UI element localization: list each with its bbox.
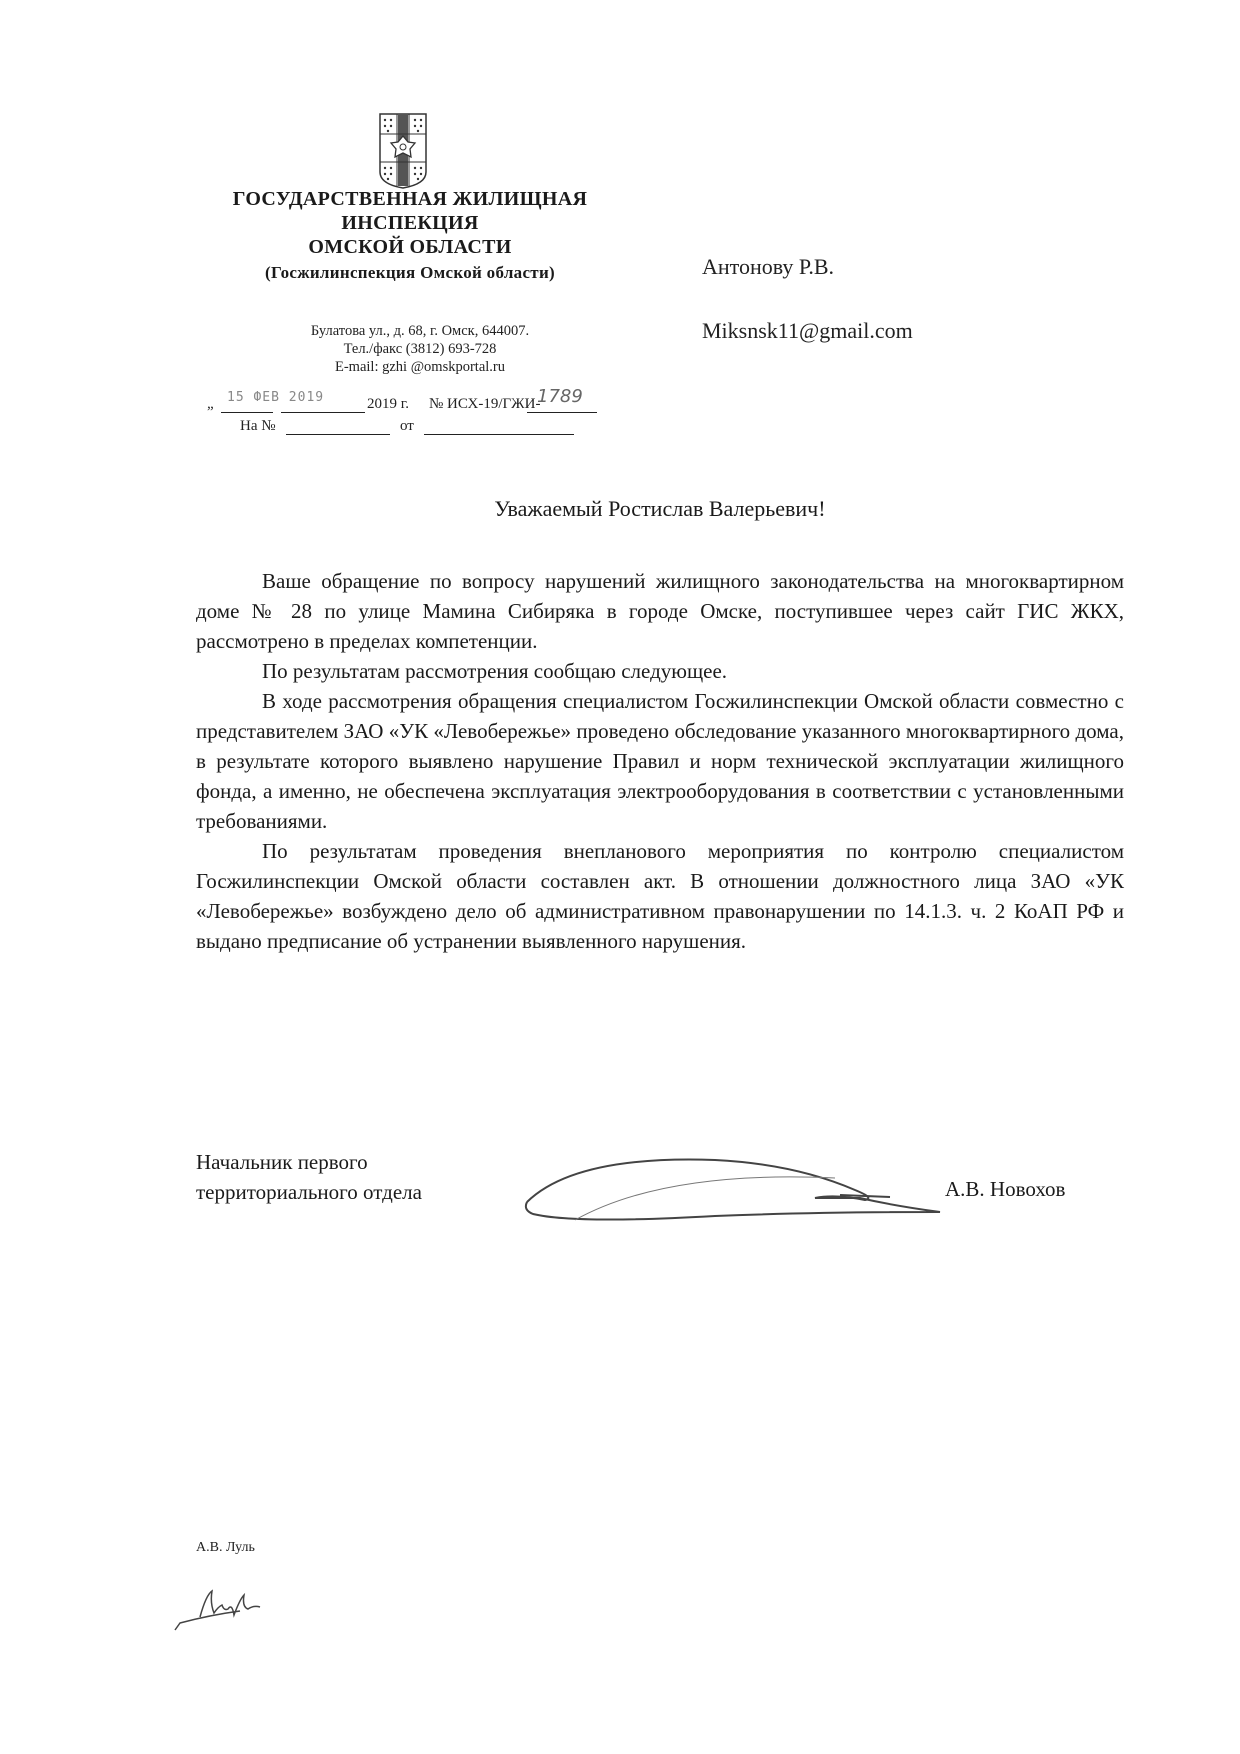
date-stamp: 15 ФЕВ 2019: [227, 390, 325, 405]
ref-from-label: от: [400, 418, 414, 434]
recipient-email: Miksnsk11@gmail.com: [702, 318, 913, 343]
handwritten-signature-icon: [515, 1150, 965, 1235]
org-name-line1: ГОСУДАРСТВЕННАЯ ЖИЛИЩНАЯ: [232, 188, 588, 210]
quote-mark: „: [207, 396, 214, 412]
ref-number-blank: [286, 420, 390, 435]
executor-name: А.В. Луль: [196, 1540, 255, 1555]
letter-body: [196, 566, 1124, 956]
year-label: 2019 г.: [367, 396, 409, 412]
org-name-line2: ИНСПЕКЦИЯ: [341, 212, 479, 234]
org-phone: Тел./факс (3812) 693-728: [343, 341, 497, 357]
recipient-name: Антонову Р.В.: [702, 254, 835, 279]
body-paragraph: По результатам проведения внепланового мероприятия по контролю специалистом Госжилинспекции Омской области составлен акт. В отношении должностного лица ЗАО «УК «Левобережье» возбуждено дело об административном правонарушении по 14.1.3. ч. 2 КоАП РФ и выдано предписание об устранении выявленного нарушения.: [196, 839, 1124, 953]
ref-date-blank: [424, 420, 574, 435]
signatory-title-line1: Начальник первого: [196, 1150, 368, 1174]
month-blank: [281, 398, 365, 413]
org-short-name: (Госжилинспекция Омской области): [264, 263, 556, 282]
org-name-line3: ОМСКОЙ ОБЛАСТИ: [308, 236, 512, 258]
salutation: Уважаемый Ростислав Валерьевич!: [494, 496, 826, 521]
ref-number-label: На №: [240, 418, 276, 434]
signatory-title-line2: территориального отдела: [196, 1180, 422, 1204]
org-email: E-mail: gzhi @omskportal.ru: [335, 359, 505, 375]
outgoing-number-prefix: № ИСХ-19/ГЖИ-: [429, 396, 541, 412]
executor-signature-icon: [170, 1585, 280, 1640]
body-paragraph: В ходе рассмотрения обращения специалистом Госжилинспекции Омской области совместно с представителем ЗАО «УК «Левобережье» проведено обследование указанного многоквартирного дома, в результате которого выявлено нарушение Правил и норм технической эксплуатации жилищного фонда, а именно, не обеспечена эксплуатация электрооборудования в соответствии с установленными требованиями.: [196, 689, 1124, 833]
body-paragraph: Ваше обращение по вопросу нарушений жилищного законодательства на многоквартирном доме № 28 по улице Мамина Сибиряка в городе Омске, поступившее через сайт ГИС ЖКХ, рассмотрено в пределах компетенции.: [196, 569, 1124, 653]
omsk-coat-of-arms-icon: [378, 112, 428, 190]
signatory-title: [196, 1147, 422, 1207]
reference-line: [240, 418, 600, 440]
registration-line: [207, 386, 627, 418]
handwritten-number: 1789: [537, 386, 583, 407]
signatory-name: А.В. Новохов: [945, 1177, 1066, 1201]
org-address: Булатова ул., д. 68, г. Омск, 644007.: [310, 323, 530, 339]
body-paragraph: По результатам рассмотрения сообщаю следующее.: [262, 659, 728, 683]
